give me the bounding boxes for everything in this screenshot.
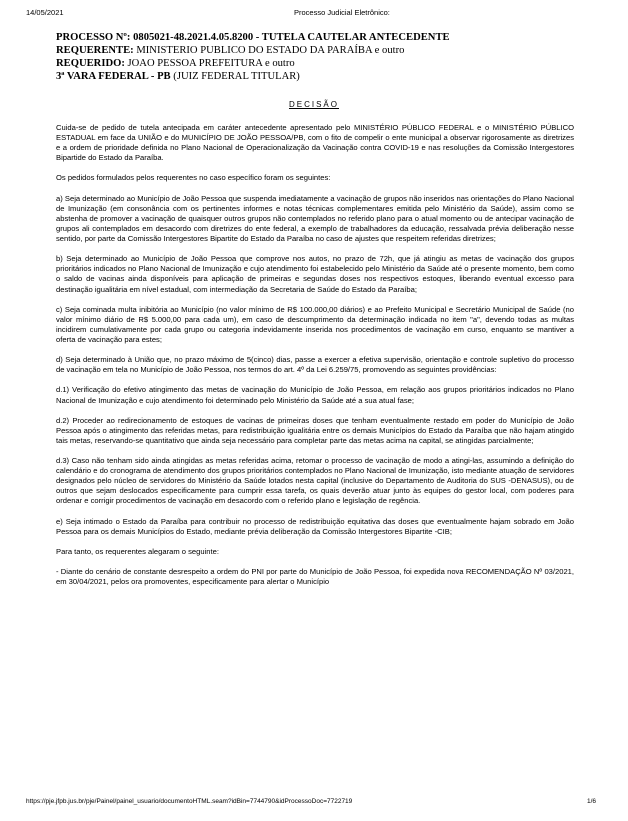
vara-label: 3ª VARA FEDERAL - PB <box>56 71 171 82</box>
paragraph-requests-intro: Os pedidos formulados pelos requerentes no caso específico foram os seguintes: <box>56 173 331 183</box>
print-date: 14/05/2021 <box>26 8 64 17</box>
paragraph-intro: Cuida-se de pedido de tutela antecipada em caráter antecedente apresentado pelo MINISTÉRIO PÚBLICO FEDERAL e o MINISTÉRIO PÚBLICO ESTADUAL em face da UNIÃO e do MUNICÍPIO DE JOÃO PESSOA/PB, com o fito de compelir o ente municipal a observar rigorosamente as diretrizes e a ordem de prioridade definida no Plano Nacional de Operacionalização da Vacinação contra COVID-19 e nas resoluções da Comissão Intergestores Bipartide do Estado da Paraíba. <box>56 123 574 163</box>
paragraph-request-e: e) Seja intimado o Estado da Paraíba para contribuir no processo de redistribuição equitativa das doses que eventualmente hajam sobrado em João Pessoa para os demais Municípios do Estado, mediante prévia deliberação da Comissão Intergestores Bipartite -CIB; <box>56 516 574 536</box>
paragraph-request-d1: d.1) Verificação do efetivo atingimento das metas de vacinação do Município de João Pessoa, em relação aos grupos prioritários indicados no Plano Nacional de Imunização e cujo atendimento foi determinado pelo Ministério da Saúde até a sua atual fase; <box>56 385 574 405</box>
vara-line <box>56 70 578 83</box>
requerido-line <box>56 57 578 70</box>
paragraph-request-d2: d.2) Proceder ao redirecionamento de estoques de vacinas de primeiras doses que tenham eventualmente restado em poder do Município de João Pessoa após o atingimento das referidas metas, para redistribuição igualitária entre os demais Municípios do Estado da Paraíba que não hajam atingido tais metas, reservando-se quantitativo que ainda seja necessário para completar parte das metas acima na capital, se atingidas parcialmente; <box>56 415 574 445</box>
print-title: Processo Judicial Eletrônico: <box>294 8 390 17</box>
paragraph-request-c: c) Seja cominada multa inibitória ao Município (no valor mínimo de R$ 100.000,00 diários) e ao Prefeito Municipal e Secretário Municipal de Saúde (no valor mínimo diário de R$ 5.000,00 para cada um), em caso de descumprimento da determinação indicada no item "a", devendo todas as multas incidirem cumulativamente por cada grupo ou categoria indevidamente inserida nos procedimentos de vacinação em curso, enquanto se mantiver a oferta de vacinação para estes; <box>56 304 574 344</box>
decision-body <box>56 123 574 597</box>
requerente-value: MINISTERIO PUBLICO DO ESTADO DA PARAÍBA e outro <box>136 45 405 56</box>
paragraph-request-d: d) Seja determinado à União que, no prazo máximo de 5(cinco) dias, passe a exercer a efetiva supervisão, orientação e controle supletivo do processo de vacinação em tela no Município de João Pessoa, nos termos do art. 4º da Lei 6.259/75, promovendo as seguintes providências: <box>56 355 574 375</box>
processo-label: PROCESSO Nº: <box>56 32 131 43</box>
decision-title: DECISÃO <box>288 100 339 109</box>
processo-value: 0805021-48.2021.4.05.8200 - TUTELA CAUTELAR ANTECEDENTE <box>133 32 450 43</box>
paragraph-request-b: b) Seja determinado ao Município de João Pessoa que comprove nos autos, no prazo de 72h, que já atingiu as metas de vacinação dos grupos prioritários indicados no Plano Nacional de Imunização e cujo atendimento foi estabelecido pelo Ministério da Saúde até o presente momento, bem como o saldo de vacinas ainda disponíveis para aplicação de primeiras e segundas doses nos respectivos estoques, liberando eventual excesso para destinação igualitária em nível estadual, com intermediação da Secretaria de Saúde do Estado da Paraíba; <box>56 254 574 294</box>
processo-line <box>56 31 578 44</box>
print-header <box>26 8 602 20</box>
paragraph-request-a: a) Seja determinado ao Município de João Pessoa que suspenda imediatamente a vacinação de grupos não inseridos nas orientações do Plano Nacional de Imunização (em consonância com os pertinentes informes e notas técnicas complementares emitida pelo Ministério da Saúde), assim como se abstenha de promover a vacinação de quaisquer outros grupos não contemplados no referido plano para o atual momento ou de antecipar vacinação de grupos ali contemplados em desacordo com diretrizes do ente federal, a exemplo de trabalhadores da educação, ressalvada prévia deliberação nesse sentido, por parte da Comissão Intergestores Bipartite do Estado da Paraíba no caso de ajustes que respeitem referidas diretrizes; <box>56 193 574 244</box>
requerido-value: JOAO PESSOA PREFEITURA e outro <box>127 58 295 69</box>
case-header <box>56 31 578 83</box>
paragraph-request-d3: d.3) Caso não tenham sido ainda atingidas as metas referidas acima, retomar o processo de vacinação de modo a atingi-las, assumindo a definição do calendário e do cronograma de atendimento dos grupos prioritários contemplados no Plano Nacional de Imunização, isto mediante atuação de servidores designados pelo núcleo de servidores do Ministério da Saúde lotados nesta capital (inclusive do Departamento de Auditoria do SUS -DENASUS), ou de outros que sejam deslocados especificamente para cumprir essa tarefa, os quais deverão atuar junto às equipes do gestor local, com poderes para ordenar e corrigir procedimentos de vacinação em desacordo com o referido plano e legislação de regência. <box>56 456 574 506</box>
requerente-line <box>56 44 578 57</box>
paragraph-allegation-1: - Diante do cenário de constante desrespeito a ordem do PNI por parte do Município de João Pessoa, foi expedida nova RECOMENDAÇÃO Nº 03/2021, em 30/04/2021, pelos ora promoventes, especificamente para alertar o Município <box>56 567 574 587</box>
requerido-label: REQUERIDO: <box>56 58 125 69</box>
paragraph-allegations-intro: Para tanto, os requerentes alegaram o seguinte: <box>56 546 219 556</box>
vara-value: (JUIZ FEDERAL TITULAR) <box>173 71 300 82</box>
page-number: 1/6 <box>586 798 596 805</box>
document-url: https://pje.jfpb.jus.br/pje/Painel/painel_usuario/documentoHTML.seam?idBin=7744790&idProcessoDoc=7722719 <box>26 798 353 805</box>
requerente-label: REQUERENTE: <box>56 45 134 56</box>
